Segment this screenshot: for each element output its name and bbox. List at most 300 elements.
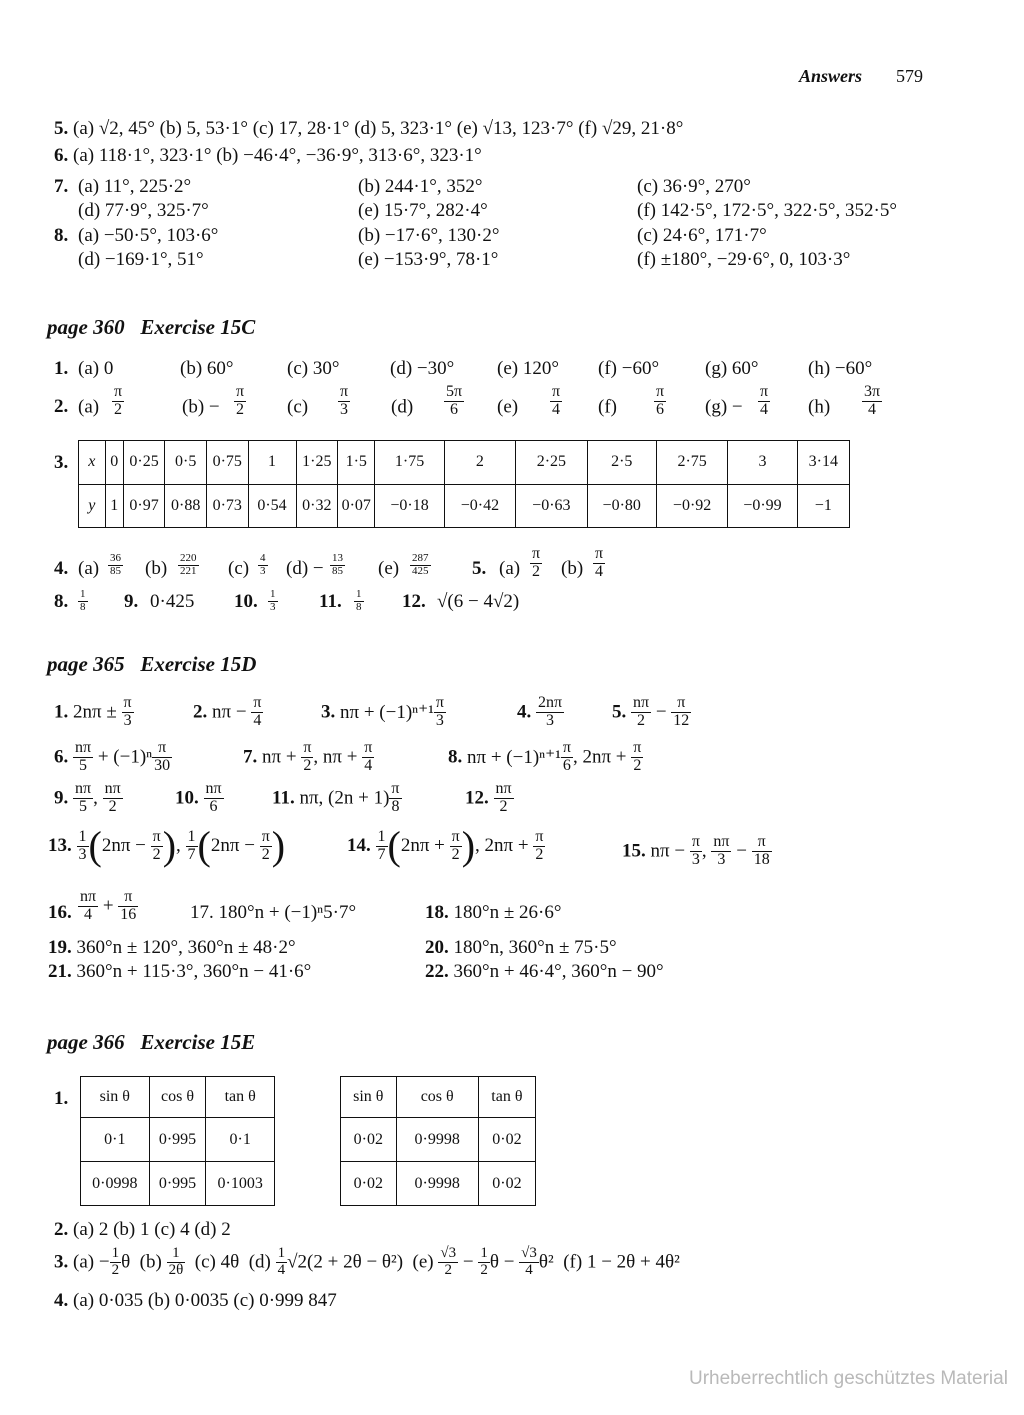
fraction [362,740,374,775]
fraction-numerator: π [656,383,665,400]
table-header-cell: sin θ [81,1077,150,1118]
15e-q4: 4. (a) 0·035 (b) 0·0035 (c) 0·999 847 [54,1290,337,1311]
table-header-cell: cos θ [149,1077,206,1118]
table-cell: 0·02 [478,1162,535,1206]
q7-a: (a) 11°, 225·2° [78,176,192,197]
fraction-denominator: 7 [187,845,196,863]
q8-num: 8. [54,225,69,246]
fraction-denominator: 4 [364,756,373,774]
fraction [519,1246,539,1279]
table-cell-x: 1·75 [375,441,444,485]
fraction-numerator: nπ [713,833,730,850]
15c-q1-a: (a) 0 [78,358,114,379]
fraction-numerator: π [633,739,642,756]
fraction-denominator: 2θ [168,1261,184,1278]
15c-q4-b-fraction [178,553,199,577]
table-cell: 0·995 [149,1162,206,1206]
fraction-numerator: 1 [480,1245,488,1261]
table-header-cell: tan θ [478,1077,535,1118]
fraction [561,740,573,775]
fraction-denominator: 2 [152,845,161,863]
fraction [167,1246,186,1279]
15d-q14: 14. $\frac{1}{7}$ (2nπ + $\frac{\pi}{2}$ ), 2nπ + $\frac{\pi}{2}$ [347,823,544,868]
fraction-denominator: 2 [444,1261,452,1278]
fraction-numerator: 4 [260,552,266,564]
fraction-denominator: 18 [753,850,770,868]
fraction [354,589,364,613]
fraction-numerator: 1 [270,588,276,600]
table-cell-y: −0·63 [516,484,587,528]
15c-q4-b-label: (b) [145,558,168,579]
table-cell-x: 0 [105,441,123,485]
fraction-denominator: 3 [546,711,555,729]
table-row [81,1162,275,1206]
bracket: ( [197,823,211,868]
fraction-denominator: 6 [450,400,459,418]
15c-q11-num: 11. [319,591,342,612]
15d-q11: 11. nπ, (2n + 1) $\frac{\pi}{8}$ [272,780,400,815]
fraction-denominator: 3 [270,600,276,613]
15c-q2-fraction [338,384,350,419]
15c-q12-num: 12. [402,591,426,612]
bracket: ) [271,823,286,868]
fraction-numerator: nπ [104,780,121,797]
table-cell-x: 1 [248,441,296,485]
fraction-denominator: 221 [180,564,197,577]
fraction-numerator: π [760,383,769,400]
fraction-numerator: nπ [75,780,92,797]
fraction [533,829,545,864]
15c-q2-label: (h) [808,396,831,418]
15d-q13: 13. $\frac{1}{3}$ (2nπ − $\frac{\pi}{2}$ ), $\frac{1}{7}$ (2nπ − $\frac{\pi}{2}$ ) [48,823,286,868]
table-cell-y: 0·97 [123,484,165,528]
fraction-numerator: 287 [412,552,429,564]
15d-q12: 12. $\frac{n\pi}{2}$ [465,780,512,815]
fraction-denominator: 2 [637,711,646,729]
15c-q2-fraction [112,384,124,419]
table-cell-y: 0·73 [206,484,248,528]
fraction-denominator: 3 [123,711,132,729]
fraction-denominator: 5 [79,756,88,774]
15c-q1-d: (d) −30° [390,358,455,379]
fraction-numerator: 36 [110,552,121,564]
15d-q3: 3. nπ + (−1)ⁿ⁺¹ $\frac{\pi}{3}$ [321,694,444,729]
fraction [410,553,431,577]
fraction-numerator: π [340,383,349,400]
15c-q5-a-label: (a) [499,558,521,579]
table-cell-x: 1·25 [296,441,338,485]
fraction-numerator: √3 [440,1245,457,1261]
table-cell-y: −0·42 [444,484,515,528]
table-cell: 0·1003 [206,1162,275,1206]
table-cell-x: 3 [728,441,797,485]
fraction-denominator: 2 [114,400,123,418]
fraction-denominator: 4 [868,400,877,418]
fraction [204,781,224,816]
table-cell-x: 2·5 [587,441,656,485]
fraction-numerator: π [236,383,245,400]
fraction-numerator: π [562,739,571,756]
table-header-x: x [79,441,106,485]
q7-f: (f) 142·5°, 172·5°, 322·5°, 352·5° [637,200,897,221]
15d-q16-answer: $\frac{n\pi}{4}$ + $\frac{\pi}{16}$ [80,888,137,923]
table-cell-x: 3·14 [797,441,849,485]
fraction [330,553,345,577]
15c-q3-num: 3. [54,452,69,473]
fraction-denominator: 4 [595,562,604,580]
bracket: ( [88,823,102,868]
15c-q2-label: (f) [598,396,617,418]
fraction [112,384,124,419]
fraction [78,589,88,613]
15d-q2: 2. nπ − $\frac{\pi}{4}$ [193,694,262,729]
fraction-numerator: √3 [521,1245,537,1261]
table-cell-y: 0·32 [296,484,338,528]
fraction-denominator: 3 [691,850,700,868]
15c-q2-label: (b) − [182,396,220,418]
bracket: ( [387,823,401,868]
q7-b: (b) 244·1°, 352° [358,176,483,197]
15d-q17: 17. 180°n + (−1)ⁿ5·7° [190,902,357,923]
fraction [152,740,172,775]
fraction-numerator: 3π [864,383,881,400]
table-row [81,1118,275,1162]
fraction-numerator: π [391,780,400,797]
trig-table-2 [340,1076,536,1206]
15c-q4-c-label: (c) [228,558,250,579]
q7-c: (c) 36·9°, 270° [637,176,751,197]
15d-q1: 1. 2nπ ± $\frac{\pi}{3}$ [54,694,132,729]
15c-q4-d-fraction [330,553,345,577]
fraction-numerator: 1 [277,1245,286,1261]
table-row [341,1118,536,1162]
table-cell-y: 0·54 [248,484,296,528]
table-cell-x: 0·25 [123,441,165,485]
fraction-numerator: nπ [205,780,222,797]
table-cell: 0·0998 [81,1162,150,1206]
fraction [376,829,388,864]
q7-num: 7. [54,176,69,197]
fraction [478,1246,490,1279]
fraction [631,740,643,775]
fraction-numerator: π [595,545,604,562]
fraction-denominator: 2 [303,756,312,774]
fraction [593,546,605,581]
15c-q2-fraction [550,384,562,419]
fraction-denominator: 4 [84,905,93,923]
fraction-denominator: 6 [656,400,665,418]
fraction-denominator: 6 [562,756,571,774]
table-cell-y: −0·92 [656,484,727,528]
fraction-denominator: 3 [78,845,87,863]
15c-q12-answer: √(6 − 4√2) [437,591,520,612]
fraction [151,829,163,864]
fraction [389,781,401,816]
fraction [434,695,446,730]
fraction-numerator: π [552,383,561,400]
table-row [341,1162,536,1206]
bracket: ) [461,823,476,868]
fraction [276,1246,288,1279]
fraction-numerator: π [123,694,132,711]
fraction-numerator: π [435,694,444,711]
15c-q5-b-label: (b) [561,558,584,579]
15c-q2-num: 2. [54,396,69,417]
fraction [73,781,93,816]
fraction [536,695,564,730]
15c-q2-fraction [444,384,464,419]
fraction [73,740,93,775]
fraction [690,834,702,869]
table-cell-x: 2·75 [656,441,727,485]
fraction [110,1246,122,1279]
fraction [108,553,123,577]
fraction-denominator: 16 [120,905,137,923]
q8-a: (a) −50·5°, 103·6° [78,225,219,246]
table-header-cell: cos θ [396,1077,478,1118]
15e-q3: 3. (a) − $\frac{1}{2}$ θ (b) $\frac{1}{2\theta}$ (c) 4θ (d) $\frac{1}{4}$ √2(2 + 2θ − θ²) (e) $\frac{√3}{2}$ − $\frac{1}{2}$ θ − $\frac{√3}{4}$ θ² (f) 1 − 2θ + 4θ² [54,1245,680,1278]
15d-q7: 7. nπ + $\frac{\pi}{2}$ , nπ + $\frac{\pi}{4}$ [243,739,373,774]
running-title: Answers [799,66,863,86]
table-cell-x: 2·25 [516,441,587,485]
fraction [494,781,514,816]
fraction [260,829,272,864]
fraction-numerator: 1 [111,1245,120,1261]
fraction-numerator: nπ [633,694,650,711]
table-cell-y: −0·99 [728,484,797,528]
table-cell-y: −1 [797,484,849,528]
xy-value-table [78,440,850,528]
fraction-denominator: 2 [451,845,460,863]
15c-q2-fraction [758,384,770,419]
15c-q1-g: (g) 60° [705,358,759,379]
15d-q15: 15. nπ − $\frac{\pi}{3}$ , $\frac{n\pi}{3}$ − $\frac{\pi}{18}$ [622,833,770,868]
table-cell: 0·02 [341,1162,397,1206]
fraction-denominator: 8 [356,600,362,613]
table-cell: 0·9998 [396,1162,478,1206]
15c-q4-c-fraction [258,553,268,577]
15c-q2-label: (d) [391,396,414,418]
fraction [118,889,138,924]
fraction-denominator: 425 [412,564,429,577]
15c-q4-e-fraction [410,553,431,577]
fraction-denominator: 2 [480,1261,488,1278]
fraction-numerator: 2nπ [538,694,563,711]
table-cell: 0·02 [478,1118,535,1162]
15c-q11-fraction [354,589,364,613]
fraction-numerator: π [261,827,270,845]
fraction-numerator: 1 [172,1245,180,1261]
fraction-denominator: 12 [673,711,690,729]
section-heading-15e: page 366 Exercise 15E [47,1030,256,1054]
fraction-denominator: 3 [340,400,349,418]
15e-q2: 2. (a) 2 (b) 1 (c) 4 (d) 2 [54,1219,231,1240]
15c-q5-num: 5. [472,558,487,579]
table-cell-y: 1 [105,484,123,528]
fraction-denominator: 2 [236,400,245,418]
fraction [711,834,731,869]
fraction [654,384,666,419]
fraction-denominator: 85 [110,564,121,577]
15c-q1-f: (f) −60° [598,358,660,379]
15d-q22: 22. 360°n + 46·4°, 360°n − 90° [425,961,664,982]
fraction-numerator: nπ [75,739,92,756]
q8-c: (c) 24·6°, 171·7° [637,225,767,246]
fraction [450,829,462,864]
15c-q2-fraction [234,384,246,419]
fraction-numerator: π [158,739,167,756]
fraction-denominator: 5 [79,797,88,815]
table-cell-x: 2 [444,441,515,485]
fraction-denominator: 85 [332,564,343,577]
15d-q5: 5. $\frac{n\pi}{2}$ − $\frac{\pi}{12}$ [612,694,690,729]
15d-q20: 20. 180°n, 360°n ± 75·5° [425,937,617,958]
fraction-numerator: π [757,833,766,850]
q8-d: (d) −169·1°, 51° [78,249,204,270]
fraction [438,1246,458,1279]
q8-f: (f) ±180°, −29·6°, 0, 103·3° [637,249,851,270]
table-cell-x: 1·5 [338,441,375,485]
fraction [752,834,772,869]
table-row-y [79,484,850,528]
15d-q8: 8. nπ + (−1)ⁿ⁺¹ $\frac{\pi}{6}$ , 2nπ + $\frac{\pi}{2}$ [448,739,642,774]
15d-q18: 18. 180°n ± 26·6° [425,902,562,923]
fraction-denominator: 2 [108,797,117,815]
15c-q4-a-label: (a) [78,558,100,579]
fraction [444,384,464,419]
table-cell: 0·02 [341,1118,397,1162]
fraction-denominator: 4 [552,400,561,418]
fraction-numerator: nπ [495,780,512,797]
fraction [530,546,542,581]
section-heading-15d: page 365 Exercise 15D [47,652,257,676]
fraction-numerator: π [253,694,262,711]
fraction-numerator: 1 [377,827,386,845]
table-cell-y: −0·18 [375,484,444,528]
15c-q2-label: (c) [287,396,309,418]
fraction-denominator: 6 [209,797,218,815]
table-header-cell: tan θ [206,1077,275,1118]
fraction [103,781,123,816]
table-cell: 0·1 [81,1118,150,1162]
15c-q4-num: 4. [54,558,69,579]
fraction-denominator: 2 [261,845,270,863]
fraction [122,695,134,730]
15c-q2-label: (a) [78,396,100,418]
15c-q2-fraction [862,384,882,419]
fraction [78,889,98,924]
fraction [758,384,770,419]
15c-q2-fraction [654,384,666,419]
15d-q21: 21. 360°n + 115·3°, 360°n − 41·6° [48,961,312,982]
fraction [186,829,198,864]
15c-q8-fraction [78,589,88,613]
trig-table-1 [80,1076,275,1206]
15d-q16-num: 16. [48,902,72,923]
q8-b: (b) −17·6°, 130·2° [358,225,500,246]
fraction-numerator: 1 [80,588,86,600]
fraction [258,553,268,577]
table-cell-y: 0·88 [165,484,207,528]
fraction-denominator: 30 [154,756,171,774]
fraction-numerator: 13 [332,552,343,564]
fraction-denominator: 2 [499,797,508,815]
fraction-numerator: π [124,888,133,905]
fraction-denominator: 4 [525,1261,533,1278]
table-header-row [341,1077,536,1118]
table-cell-y: −0·80 [587,484,656,528]
15c-q10-num: 10. [234,591,258,612]
fraction-numerator: π [691,833,700,850]
15c-q5-b-fraction [593,546,605,581]
15d-q6: 6. $\frac{n\pi}{5}$ + (−1)ⁿ $\frac{\pi}{30}$ [54,739,171,774]
table-cell-x: 0·75 [206,441,248,485]
fraction-numerator: π [532,545,541,562]
table-cell: 0·1 [206,1118,275,1162]
15c-q9-num: 9. [124,591,139,612]
q7-d: (d) 77·9°, 325·7° [78,200,209,221]
15c-q10-fraction [268,589,278,613]
watermark: Urheberrechtlich geschütztes Material [689,1368,1008,1389]
fraction-denominator: 8 [80,600,86,613]
table-header-cell: sin θ [341,1077,397,1118]
fraction-denominator: 3 [260,564,266,577]
answer-5: 5. (a) √2, 45° (b) 5, 53·1° (c) 17, 28·1° (d) 5, 323·1° (e) √13, 123·7° (f) √29, 21·8° [54,118,684,139]
15c-q1-b: (b) 60° [180,358,234,379]
15d-q19: 19. 360°n ± 120°, 360°n ± 48·2° [48,937,296,958]
fraction [234,384,246,419]
fraction [251,695,263,730]
fraction-numerator: 220 [180,552,197,564]
fraction-denominator: 4 [253,711,262,729]
fraction-denominator: 2 [111,1261,120,1278]
15c-q4-a-fraction [108,553,123,577]
fraction-numerator: 1 [187,827,196,845]
answer-6: 6. (a) 118·1°, 323·1° (b) −46·4°, −36·9°, 313·6°, 323·1° [54,145,482,166]
15c-q1-h: (h) −60° [808,358,873,379]
fraction-numerator: π [535,827,544,845]
fraction-denominator: 2 [535,845,544,863]
15c-q4-d-label: (d) − [286,558,324,579]
fraction [77,829,89,864]
fraction [268,589,278,613]
15c-q1-e: (e) 120° [497,358,559,379]
fraction [550,384,562,419]
fraction-numerator: π [152,827,161,845]
fraction-numerator: 5π [446,383,463,400]
fraction-numerator: π [303,739,312,756]
fraction-denominator: 3 [435,711,444,729]
15c-q4-e-label: (e) [378,558,400,579]
table-cell-y: 0·07 [338,484,375,528]
fraction-denominator: 7 [377,845,386,863]
fraction-numerator: π [451,827,460,845]
bracket: ) [162,823,177,868]
15d-q4: 4. $\frac{2n\pi}{3}$ [517,694,563,729]
fraction-denominator: 2 [532,562,541,580]
15c-q8-num: 8. [54,591,69,612]
15d-q9: 9. $\frac{n\pi}{5}$ , $\frac{n\pi}{2}$ [54,780,121,815]
fraction-numerator: nπ [80,888,97,905]
fraction-numerator: 1 [78,827,87,845]
15c-q5-a-fraction [530,546,542,581]
fraction-numerator: π [114,383,123,400]
fraction-denominator: 2 [633,756,642,774]
15c-q2-label: (g) − [705,396,743,418]
15c-q1-num: 1. [54,358,69,379]
table-header-y: y [79,484,106,528]
15c-q1-c: (c) 30° [287,358,340,379]
